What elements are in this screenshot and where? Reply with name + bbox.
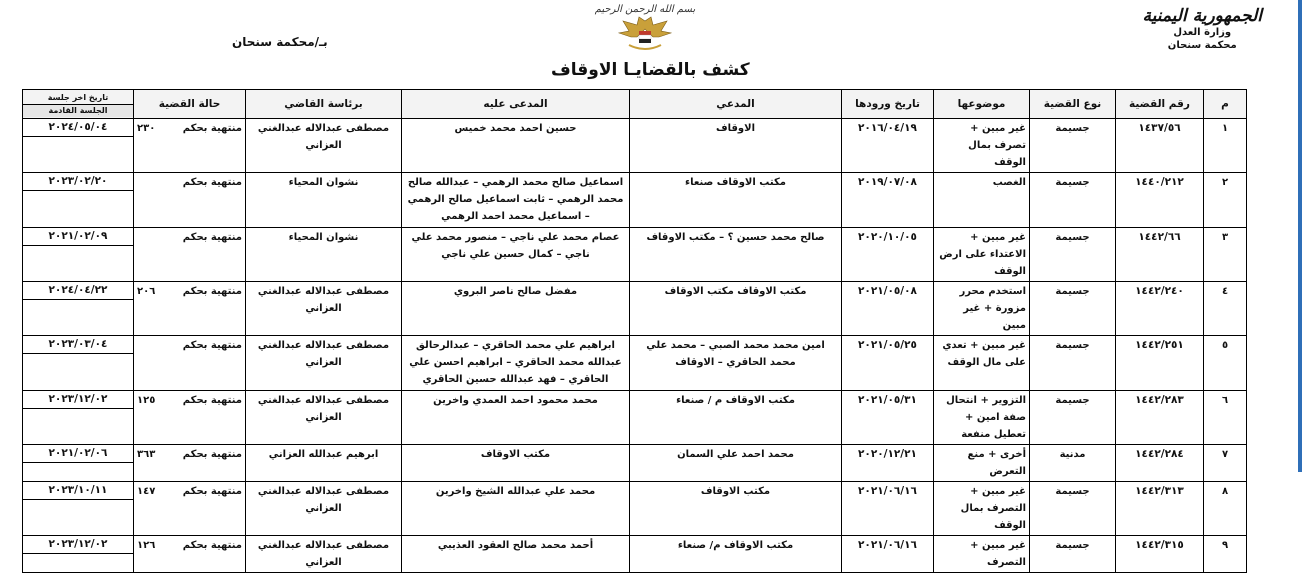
cell-subject: التزوير + انتحال صفة امين + تعطيل منفعة <box>934 391 1030 445</box>
cell-judge: مصطفى عبدالاله عبدالغني العزاني <box>246 336 402 391</box>
cell-plaintiff: مكتب الاوقاف مكتب الاوقاف <box>630 282 842 336</box>
col-header-last-session <box>23 90 134 119</box>
cases-table <box>22 89 1247 573</box>
cell-m: ٦ <box>1204 391 1247 445</box>
cell-defendant: محمد محمود احمد العمدي واخرين <box>402 391 630 445</box>
status-text: منتهية بحكم <box>182 177 242 188</box>
cell-case-type: جسيمة <box>1030 482 1116 536</box>
cell-defendant: أحمد محمد صالح العقود العذيبي <box>402 536 630 573</box>
cell-plaintiff: مكتب الاوقاف م / صنعاء <box>630 391 842 445</box>
cell-arrival-date: ٢٠٢١/٠٥/٣١ <box>842 391 934 445</box>
ministry-name: وزارة العدل <box>1173 27 1232 38</box>
col-header-subject: موضوعها <box>934 90 1030 119</box>
cell-status <box>134 336 246 391</box>
cell-plaintiff: صالح محمد حسين ؟ – مكتب الاوقاف <box>630 228 842 282</box>
col-header-case-no: رقم القضية <box>1116 90 1204 119</box>
col-header-defendant: المدعى عليه <box>402 90 630 119</box>
cell-defendant: محمد علي عبدالله الشيخ واخرين <box>402 482 630 536</box>
cell-status <box>134 445 246 482</box>
cell-judge: نشوان المحياء <box>246 228 402 282</box>
last-session-date: ٢٠٢١/٠٢/٠٩ <box>23 228 133 246</box>
cell-m: ٢ <box>1204 173 1247 228</box>
cell-last-session <box>23 119 134 173</box>
status-text: منتهية بحكم <box>182 340 242 351</box>
cell-case-no: ١٤٤٢/٢٨٤ <box>1116 445 1204 482</box>
cell-arrival-date: ٢٠٢٠/١٠/٠٥ <box>842 228 934 282</box>
col-header-judge: برئاسة القاضي <box>246 90 402 119</box>
cell-plaintiff: امين محمد محمد الصبي – محمد علي محمد الحاقري – الاوقاف <box>630 336 842 391</box>
cell-last-session <box>23 391 134 445</box>
cell-status <box>134 536 246 573</box>
cell-judge: مصطفى عبدالاله عبدالغني العزاني <box>246 536 402 573</box>
cell-case-no: ١٤٤٢/٢٥١ <box>1116 336 1204 391</box>
cell-plaintiff: محمد احمد علي السمان <box>630 445 842 482</box>
next-session-label: الجلسة القادمة <box>23 105 133 117</box>
last-session-date: ٢٠٢١/٠٢/٠٦ <box>23 445 133 463</box>
cell-arrival-date: ٢٠٢١/٠٥/٠٨ <box>842 282 934 336</box>
cell-case-no: ١٤٤٢/٢٤٠ <box>1116 282 1204 336</box>
cell-judge: نشوان المحياء <box>246 173 402 228</box>
cell-m: ٤ <box>1204 282 1247 336</box>
col-header-case-type: نوع القضية <box>1030 90 1116 119</box>
status-text: منتهية بحكم <box>182 232 242 243</box>
status-text: منتهية بحكم <box>182 449 242 460</box>
table-row <box>23 282 1247 336</box>
col-header-plaintiff: المدعي <box>630 90 842 119</box>
cell-m: ٨ <box>1204 482 1247 536</box>
last-session-date: ٢٠٢٣/١٠/١١ <box>23 482 133 500</box>
cell-subject: غير مبين + التصرف <box>934 536 1030 573</box>
cell-defendant: عصام محمد علي ناجي – منصور محمد علي ناجي – كمال حسين علي ناجي <box>402 228 630 282</box>
col-header-status: حالة القضية <box>134 90 246 119</box>
cell-case-type: جسيمة <box>1030 282 1116 336</box>
cell-subject: غير مبين + التصرف بمال الوقف <box>934 482 1030 536</box>
cell-case-no: ١٤٣٧/٥٦ <box>1116 119 1204 173</box>
cell-last-session <box>23 482 134 536</box>
cell-last-session <box>23 445 134 482</box>
cell-case-type: جسيمة <box>1030 119 1116 173</box>
eagle-emblem-icon <box>615 15 675 55</box>
status-text: منتهية بحكم <box>182 540 242 551</box>
cell-m: ١ <box>1204 119 1247 173</box>
last-session-date: ٢٠٢٣/١٢/٠٢ <box>23 391 133 409</box>
status-text: منتهية بحكم <box>182 123 242 134</box>
letterhead-emblem <box>590 4 700 55</box>
cell-judge: مصطفى عبدالاله عبدالغني العزاني <box>246 119 402 173</box>
status-number: ٢٣٠ <box>137 123 156 134</box>
cell-last-session <box>23 536 134 573</box>
cell-arrival-date: ٢٠٢٠/١٢/٢١ <box>842 445 934 482</box>
cell-m: ٧ <box>1204 445 1247 482</box>
cell-case-type: جسيمة <box>1030 536 1116 573</box>
cell-status <box>134 282 246 336</box>
status-text: منتهية بحكم <box>182 286 242 297</box>
document-title: كشف بالقضايـا الاوقاف <box>551 60 750 80</box>
cell-arrival-date: ٢٠٢١/٠٥/٢٥ <box>842 336 934 391</box>
table-row <box>23 391 1247 445</box>
cell-status <box>134 119 246 173</box>
cell-last-session <box>23 228 134 282</box>
window-edge-bar <box>1298 0 1302 472</box>
col-header-arrival-date: تاريخ ورودها <box>842 90 934 119</box>
status-number: ١٤٧ <box>137 486 156 497</box>
cell-case-type: جسيمة <box>1030 173 1116 228</box>
cell-status <box>134 482 246 536</box>
cell-defendant: مكتب الاوقاف <box>402 445 630 482</box>
cell-defendant: حسين احمد محمد خميس <box>402 119 630 173</box>
cell-defendant: اسماعيل صالح محمد الرهمي – عبدالله صالح محمد الرهمي – ثابت اسماعيل صالح الرهمي – اسماعيل محمد احمد الرهمي <box>402 173 630 228</box>
cell-case-no: ١٤٤٢/٣١٥ <box>1116 536 1204 573</box>
cell-plaintiff: مكتب الاوقاف م/ صنعاء <box>630 536 842 573</box>
cell-case-no: ١٤٤٢/٦٦ <box>1116 228 1204 282</box>
cell-last-session <box>23 282 134 336</box>
cell-arrival-date: ٢٠٢١/٠٦/١٦ <box>842 482 934 536</box>
cell-judge: مصطفى عبدالاله عبدالغني العزاني <box>246 282 402 336</box>
cell-status <box>134 391 246 445</box>
cell-m: ٥ <box>1204 336 1247 391</box>
cell-plaintiff: مكتب الاوقاف <box>630 482 842 536</box>
table-row <box>23 445 1247 482</box>
last-session-date: ٢٠٢٣/٠٢/٢٠ <box>23 173 133 191</box>
table-row <box>23 119 1247 173</box>
table-row <box>23 482 1247 536</box>
cell-defendant: مفضل صالح ناصر البروي <box>402 282 630 336</box>
cell-subject: الغصب <box>934 173 1030 228</box>
cell-plaintiff: مكتب الاوقاف صنعاء <box>630 173 842 228</box>
table-row <box>23 336 1247 391</box>
basmala: بسم الله الرحمن الرحيم <box>594 4 696 15</box>
republic-name: الجمهورية اليمنية <box>1142 6 1262 26</box>
cell-m: ٣ <box>1204 228 1247 282</box>
cell-subject: غير مبين + الاعتداء على ارض الوقف <box>934 228 1030 282</box>
cell-case-type: جسيمة <box>1030 228 1116 282</box>
cell-judge: ابرهيم عبدالله العزاني <box>246 445 402 482</box>
cell-case-type: جسيمة <box>1030 336 1116 391</box>
cell-status <box>134 228 246 282</box>
cell-subject: أخرى + منع التعرض <box>934 445 1030 482</box>
cell-subject: استخدم محرر مزورة + غير مبين <box>934 282 1030 336</box>
table-header-row <box>23 90 1247 119</box>
cell-arrival-date: ٢٠١٦/٠٤/١٩ <box>842 119 934 173</box>
last-session-date: ٢٠٢٣/٠٣/٠٤ <box>23 336 133 354</box>
cell-arrival-date: ٢٠٢١/٠٦/١٦ <box>842 536 934 573</box>
cell-m: ٩ <box>1204 536 1247 573</box>
last-session-label: تاريخ اخر جلسة <box>23 92 133 105</box>
last-session-date: ٢٠٢٣/١٢/٠٢ <box>23 536 133 554</box>
cell-plaintiff: الاوقاف <box>630 119 842 173</box>
status-number: ١٢٥ <box>137 395 156 406</box>
addressee: بـ/محكمة سنحان <box>232 35 328 49</box>
status-number: ٣٦٣ <box>137 449 156 460</box>
letterhead-right <box>1142 6 1262 52</box>
table-row <box>23 536 1247 573</box>
table-row <box>23 228 1247 282</box>
cell-status <box>134 173 246 228</box>
status-number: ٢٠٦ <box>137 286 156 297</box>
cell-defendant: ابراهيم علي محمد الحاقري – عبدالرحالق عبدالله محمد الحاقري – ابراهيم احسن علي الحاقري – فهد عبدالله حسين الحاقري <box>402 336 630 391</box>
cell-last-session <box>23 173 134 228</box>
cell-last-session <box>23 336 134 391</box>
cell-case-type: جسيمة <box>1030 391 1116 445</box>
table-row <box>23 173 1247 228</box>
last-session-date: ٢٠٢٤/٠٤/٢٢ <box>23 282 133 300</box>
cell-case-no: ١٤٤٢/٢٨٣ <box>1116 391 1204 445</box>
status-text: منتهية بحكم <box>182 395 242 406</box>
col-header-m: م <box>1204 90 1247 119</box>
status-text: منتهية بحكم <box>182 486 242 497</box>
cell-judge: مصطفى عبدالاله عبدالغني العزاني <box>246 391 402 445</box>
last-session-date: ٢٠٢٤/٠٥/٠٤ <box>23 119 133 137</box>
cell-subject: غير مبين + تعدي على مال الوقف <box>934 336 1030 391</box>
cell-case-type: مدنية <box>1030 445 1116 482</box>
cell-subject: غير مبين + تصرف بمال الوقف <box>934 119 1030 173</box>
cell-case-no: ١٤٤٢/٣١٣ <box>1116 482 1204 536</box>
cell-judge: مصطفى عبدالاله عبدالغني العزاني <box>246 482 402 536</box>
cell-arrival-date: ٢٠١٩/٠٧/٠٨ <box>842 173 934 228</box>
cell-case-no: ١٤٤٠/٢١٢ <box>1116 173 1204 228</box>
status-number: ١٢٦ <box>137 540 156 551</box>
court-name: محكمة سنحان <box>1167 40 1237 51</box>
